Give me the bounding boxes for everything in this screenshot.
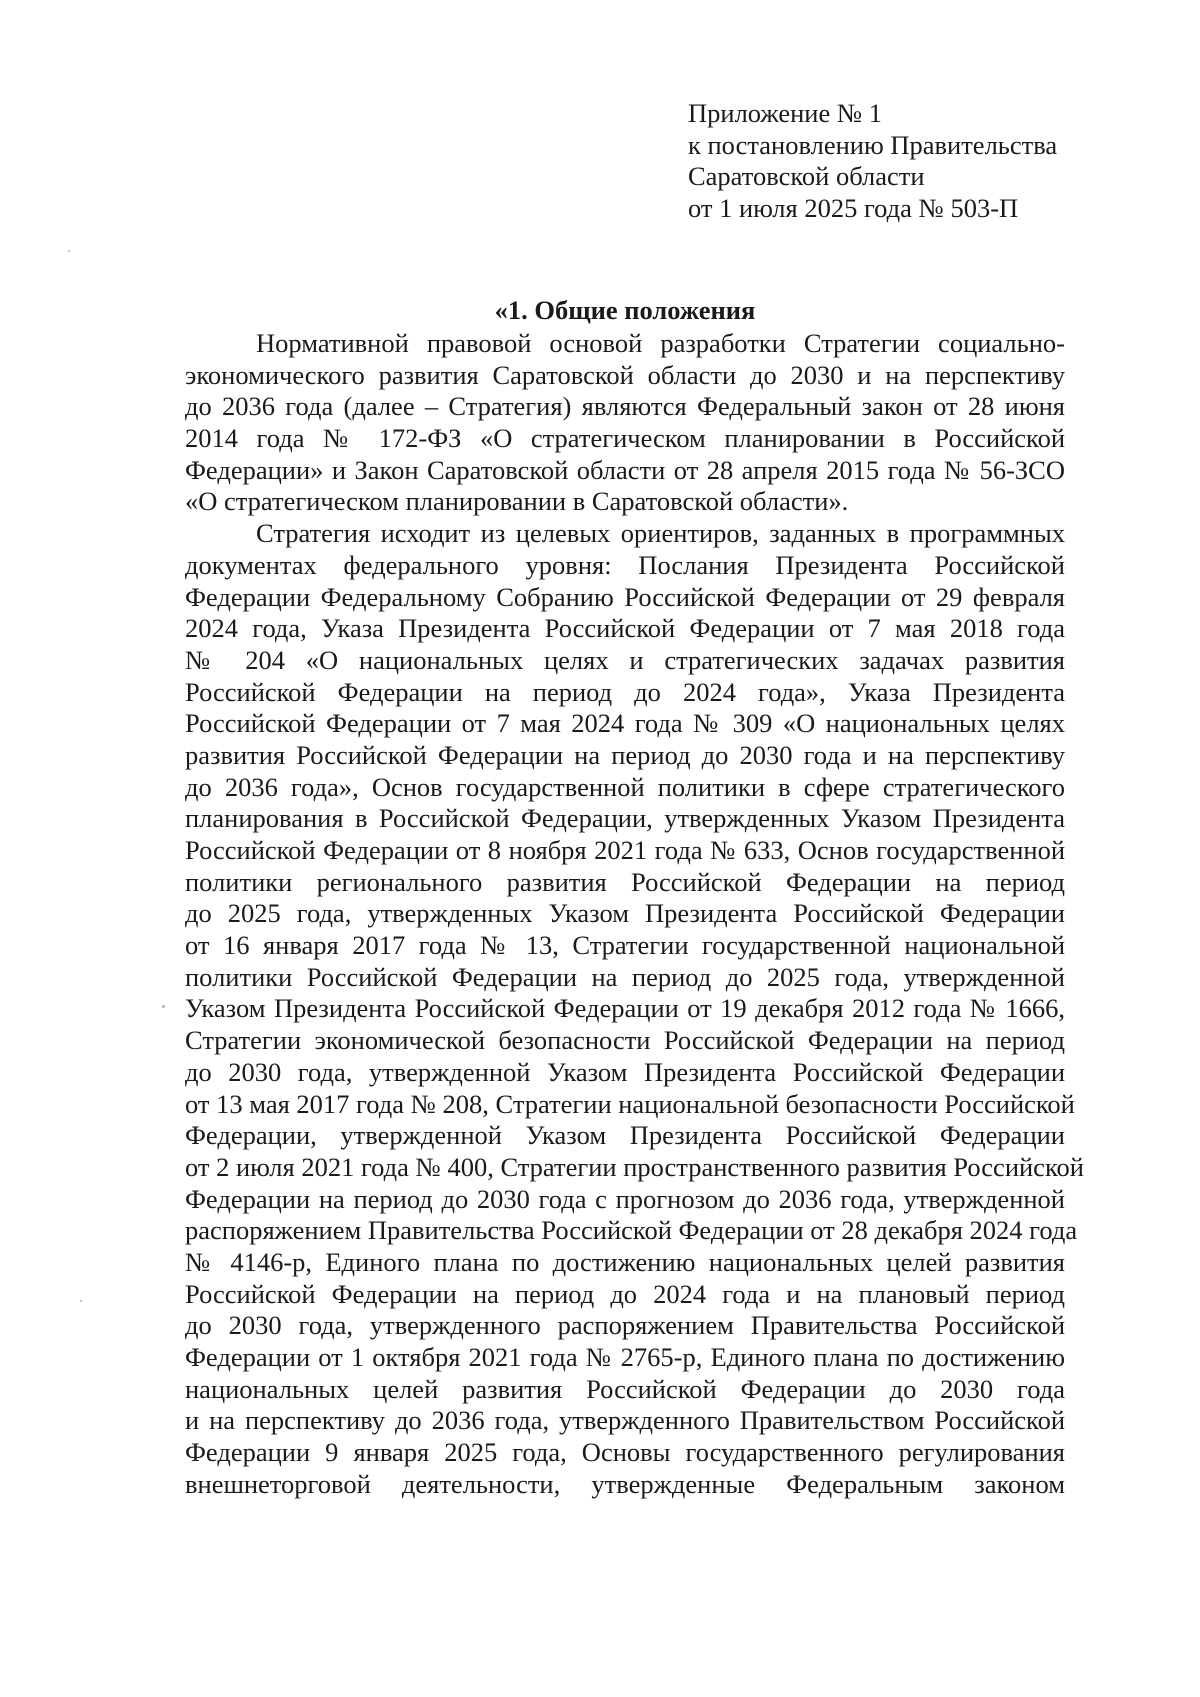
paragraph-line: «О стратегическом планировании в Саратовской области». — [185, 486, 849, 517]
paragraph-line: Российской Федерации от 8 ноября 2021 года № 633, Основ государственной — [185, 835, 1065, 865]
paragraph-line: политики Российской Федерации на период до 2025 года, утвержденной — [185, 961, 1065, 992]
body-text — [185, 328, 1084, 1500]
paragraph-line: Федерации Федеральному Собранию Российской Федерации от 29 февраля — [185, 581, 1065, 612]
paragraph-line: до 2030 года, утвержденного распоряжением Правительства Российской — [185, 1310, 1065, 1341]
paragraph-line: Указом Президента Российской Федерации от 19 декабря 2012 года № 1666, — [185, 993, 1065, 1024]
appendix-date-number: от 1 июля 2025 года № 503-П — [688, 192, 1019, 223]
paragraph-line: до 2036 года (далее – Стратегия) являются Федеральный закон от 28 июня — [185, 391, 1065, 422]
paragraph-line: внешнеторговой деятельности, утвержденные Федеральным законом — [185, 1468, 1065, 1499]
paragraph-line: Федерации на период до 2030 года с прогнозом до 2036 года, утвержденной — [185, 1183, 1065, 1214]
paragraph-line: развития Российской Федерации на период до 2030 года и на перспективу — [185, 739, 1065, 770]
paragraph-line: политики регионального развития Российской Федерации на период — [185, 866, 1065, 897]
paragraph-line: от 2 июля 2021 года № 400, Стратегии пространственного развития Российской — [185, 1151, 1084, 1182]
paragraph-line: до 2030 года, утвержденной Указом Президента Российской Федерации — [185, 1056, 1065, 1087]
paragraph-line: Стратегии экономической безопасности Российской Федерации на период — [185, 1025, 1065, 1056]
appendix-number: Приложение № 1 — [688, 98, 883, 128]
paragraph-line: Стратегия исходит из целевых ориентиров, заданных в программных — [256, 518, 1065, 549]
paragraph-line: от 16 января 2017 года № 13, Стратегии государственной национальной — [185, 930, 1065, 961]
paragraph-line: до 2025 года, утвержденных Указом Президента Российской Федерации — [185, 898, 1065, 929]
paragraph-line: национальных целей развития Российской Федерации до 2030 года — [185, 1373, 1065, 1404]
appendix-region: Саратовской области — [688, 161, 925, 191]
paragraph-line: Федерации, утвержденной Указом Президента Российской Федерации — [185, 1120, 1065, 1151]
section-heading: «1. Общие положения — [494, 295, 756, 325]
paragraph-line: Федерации от 1 октября 2021 года № 2765-р, Единого плана по достижению — [185, 1342, 1065, 1372]
paragraph-line: от 13 мая 2017 года № 208, Стратегии национальной безопасности Российской — [185, 1088, 1075, 1119]
paragraph-line: Федерации» и Закон Саратовской области от 28 апреля 2015 года № 56-ЗСО — [185, 454, 1065, 485]
paragraph-line: № 4146-р, Единого плана по достижению национальных целей развития — [185, 1246, 1065, 1277]
paragraph-line: документах федерального уровня: Послания Президента Российской — [185, 549, 1065, 580]
paragraph-line: Российской Федерации на период до 2024 года», Указа Президента — [185, 676, 1065, 707]
paragraph-line: Российской Федерации на период до 2024 года и на плановый период — [185, 1278, 1065, 1309]
appendix-header — [688, 98, 1057, 224]
paragraph-line: Федерации 9 января 2025 года, Основы государственного регулирования — [185, 1437, 1065, 1468]
paragraph-line: экономического развития Саратовской области до 2030 и на перспективу — [185, 359, 1065, 390]
paragraph-line: Российской Федерации от 7 мая 2024 года № 309 «О национальных целях — [185, 708, 1065, 739]
scan-speck — [162, 1005, 165, 1008]
scan-speck — [68, 250, 70, 252]
paragraph-line: планирования в Российской Федерации, утвержденных Указом Президента — [185, 803, 1065, 834]
paragraph-line: до 2036 года», Основ государственной политики в сфере стратегического — [185, 771, 1065, 802]
scan-speck — [80, 1300, 82, 1302]
paragraph-line: и на перспективу до 2036 года, утвержденного Правительством Российской — [185, 1405, 1065, 1436]
paragraph-line: 2024 года, Указа Президента Российской Федерации от 7 мая 2018 года — [185, 613, 1065, 644]
appendix-resolution-ref: к постановлению Правительства — [688, 129, 1058, 160]
paragraph-line: распоряжением Правительства Российской Федерации от 28 декабря 2024 года — [185, 1215, 1078, 1246]
paragraph-line: 2014 года № 172-ФЗ «О стратегическом планировании в Российской — [185, 423, 1065, 454]
paragraph-line: № 204 «О национальных целях и стратегических задачах развития — [185, 644, 1065, 675]
paragraph-line: Нормативной правовой основой разработки Стратегии социально- — [256, 328, 1065, 358]
